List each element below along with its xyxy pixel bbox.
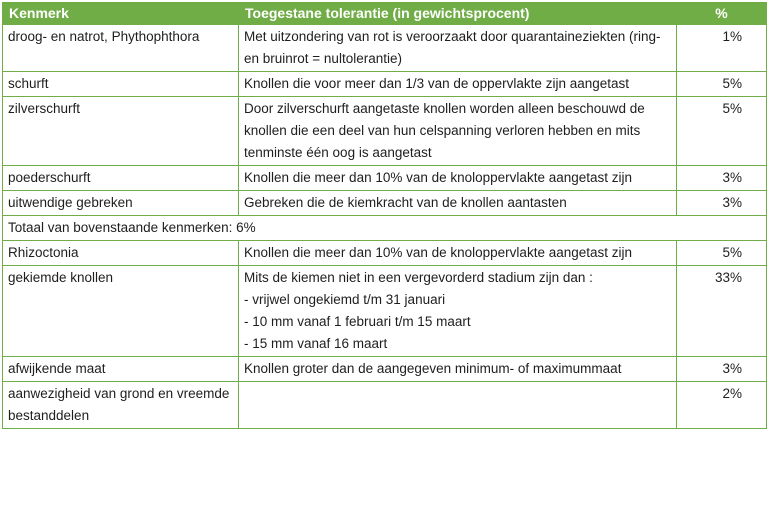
cell-tolerantie-lines (239, 266, 677, 357)
table-row (3, 191, 767, 216)
cell-percent: 2% (677, 382, 767, 429)
cell-percent: 5% (677, 97, 767, 166)
cell-kenmerk: poederschurft (3, 166, 239, 191)
tolerance-table (2, 2, 767, 429)
cell-percent: 1% (677, 25, 767, 72)
cell-tolerantie: Knollen die voor meer dan 1/3 van de oppervlakte zijn aangetast (239, 72, 677, 97)
cell-percent: 5% (677, 72, 767, 97)
cell-tolerantie: Knollen die meer dan 10% van de knoloppervlakte aangetast zijn (239, 241, 677, 266)
cell-kenmerk: schurft (3, 72, 239, 97)
cell-kenmerk: Rhizoctonia (3, 241, 239, 266)
table-row (3, 266, 767, 357)
cell-kenmerk: gekiemde knollen (3, 266, 239, 357)
header-tolerantie: Toegestane tolerantie (in gewichtsprocent) (239, 2, 677, 25)
table-row (3, 241, 767, 266)
table-header-row (3, 2, 767, 25)
cell-tolerantie: Gebreken die de kiemkracht van de knollen aantasten (239, 191, 677, 216)
cell-tolerantie (239, 382, 677, 429)
tolerantie-line: - 15 mm vanaf 16 maart (244, 336, 388, 351)
table-row (3, 357, 767, 382)
cell-percent: 33% (677, 266, 767, 357)
table-row (3, 382, 767, 429)
cell-tolerantie: Knollen die meer dan 10% van de knoloppervlakte aangetast zijn (239, 166, 677, 191)
cell-kenmerk: uitwendige gebreken (3, 191, 239, 216)
table-row (3, 97, 767, 166)
tolerantie-line: - vrijwel ongekiemd t/m 31 januari (244, 292, 446, 307)
cell-kenmerk: afwijkende maat (3, 357, 239, 382)
cell-kenmerk: zilverschurft (3, 97, 239, 166)
cell-percent: 5% (677, 241, 767, 266)
cell-percent: 3% (677, 191, 767, 216)
cell-kenmerk: droog- en natrot, Phythophthora (3, 25, 239, 72)
cell-percent: 3% (677, 357, 767, 382)
cell-tolerantie: Door zilverschurft aangetaste knollen worden alleen beschouwd de knollen die een deel van hun celspanning verloren hebben en mits tenminste één oog is aangetast (239, 97, 677, 166)
total-row (3, 216, 767, 241)
table-row (3, 166, 767, 191)
cell-percent: 3% (677, 166, 767, 191)
table-row (3, 72, 767, 97)
cell-kenmerk: aanwezigheid van grond en vreemde bestanddelen (3, 382, 239, 429)
cell-tolerantie: Knollen groter dan de aangegeven minimum- of maximummaat (239, 357, 677, 382)
table-row (3, 25, 767, 72)
header-kenmerk: Kenmerk (3, 2, 239, 25)
header-percent: % (677, 2, 767, 25)
cell-tolerantie: Met uitzondering van rot is veroorzaakt door quarantaineziekten (ring- en bruinrot = nultolerantie) (239, 25, 677, 72)
total-cell: Totaal van bovenstaande kenmerken: 6% (3, 216, 767, 241)
tolerantie-line: - 10 mm vanaf 1 februari t/m 15 maart (244, 314, 471, 329)
tolerantie-line: Mits de kiemen niet in een vergevorderd stadium zijn dan : (244, 270, 593, 285)
